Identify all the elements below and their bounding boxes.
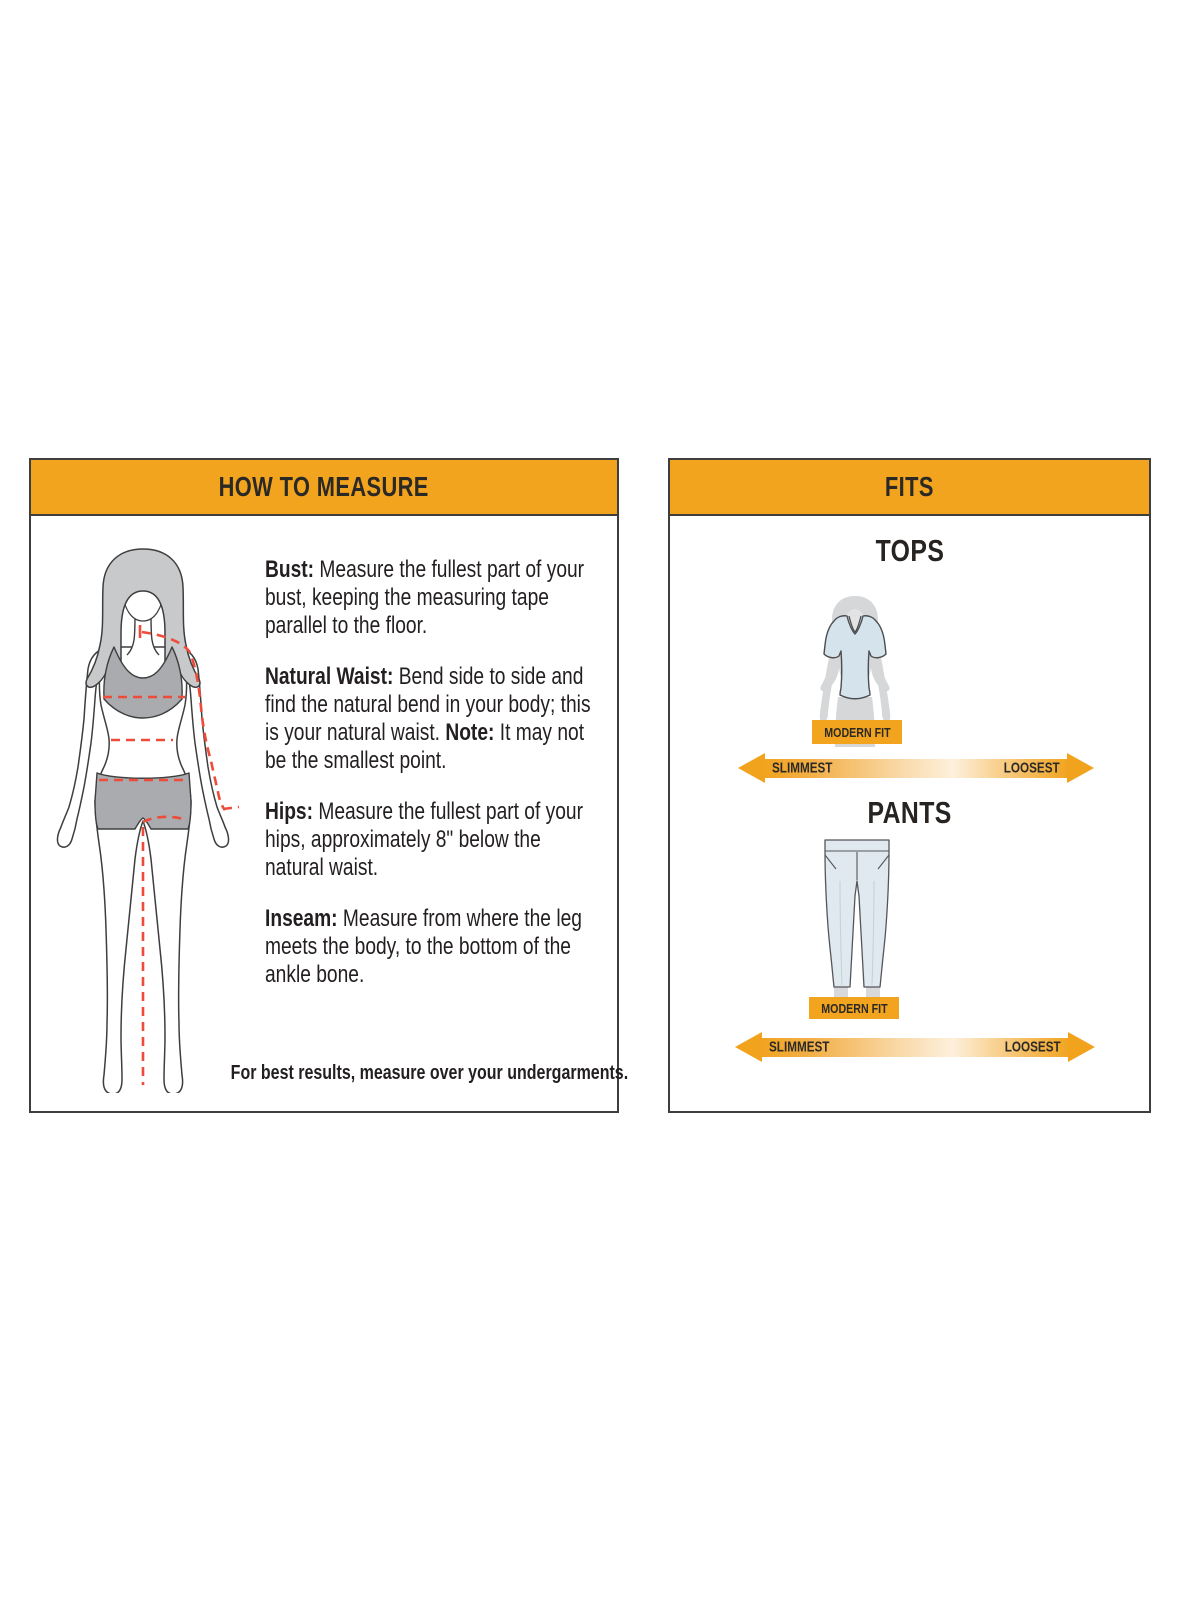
tops-fit-badge-label: MODERN FIT [823, 724, 891, 740]
measure-paragraph: Natural Waist: Bend side to side and find the natural bend in your body; this is your natural waist. Note: It may not be the smallest point. [265, 663, 591, 774]
tops-scale-loosest-label: LOOSEST [1004, 759, 1060, 777]
measure-paragraph: Bust: Measure the fullest part of your bust, keeping the measuring tape parallel to the floor. [265, 556, 585, 639]
tops-fit-scale [738, 753, 1094, 783]
measurement-figure-illustration [47, 547, 239, 1093]
pants-scale-bar [759, 1038, 1071, 1057]
right-arrowhead-icon [1067, 753, 1094, 783]
fits-panel [668, 458, 1151, 1113]
pants-garment [825, 840, 889, 987]
left-arrowhead-icon [735, 1032, 762, 1062]
measure-paragraphs [265, 556, 599, 989]
measure-paragraph: Hips: Measure the fullest part of your hips, approximately 8" below the natural waist. [265, 798, 583, 881]
pants-fit-badge-label: MODERN FIT [820, 1000, 888, 1016]
tops-fit-badge [812, 720, 902, 744]
pants-scale-loosest-label: LOOSEST [1005, 1038, 1061, 1056]
pants-scale-slimmest-label: SLIMMEST [769, 1038, 830, 1056]
measure-footnote [181, 1062, 629, 1085]
pants-figure-illustration [822, 836, 892, 1002]
fits-panel-header [670, 460, 1149, 516]
right-arrowhead-icon [1068, 1032, 1095, 1062]
left-arrowhead-icon [738, 753, 765, 783]
measure-panel-title: HOW TO MEASURE [218, 471, 430, 502]
tops-section-title: TOPS [875, 533, 944, 568]
tops-scale-bar [762, 759, 1070, 778]
measure-instructions [265, 556, 599, 1012]
pants-section-title: PANTS [867, 795, 952, 830]
tops-scale-slimmest-label: SLIMMEST [772, 759, 833, 777]
measure-panel-header [31, 460, 617, 516]
fits-panel-title: FITS [885, 471, 934, 502]
measure-footnote-text: For best results, measure over your undergarments. [230, 1062, 629, 1084]
how-to-measure-panel [29, 458, 629, 1113]
measure-paragraph: Inseam: Measure from where the leg meets the body, to the bottom of the ankle bone. [265, 905, 582, 988]
pants-fit-badge [809, 997, 899, 1019]
pants-fit-scale [735, 1033, 1095, 1061]
